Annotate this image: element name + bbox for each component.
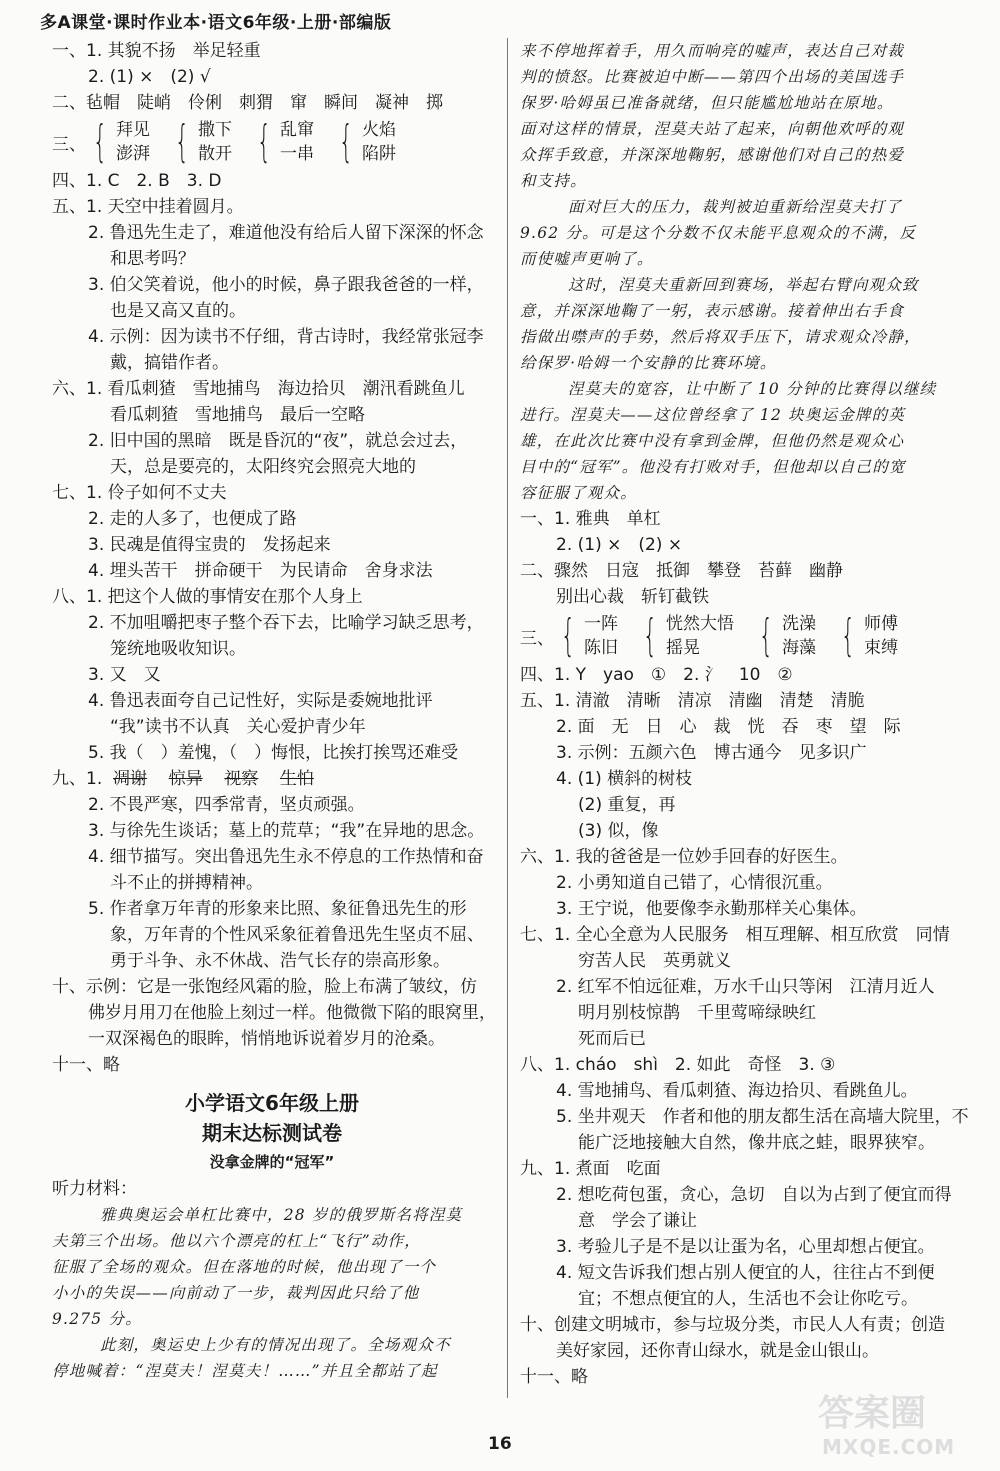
answer-line: 九、1. 煮面 吃面 — [520, 1159, 661, 1179]
answer-line: 能广泛地接触大自然，像井底之蛙，眼界狭窄。 — [578, 1133, 935, 1153]
brace-item: 拜见 — [116, 120, 150, 140]
answer-line: 3. 民魂是值得宝贵的 发扬起来 — [88, 535, 331, 555]
answer-line: 3. 又 又 — [88, 665, 161, 685]
struck-word: 生怕 — [279, 769, 314, 789]
answer-line: 别出心裁 斩钉截铁 — [556, 587, 709, 607]
brace-item: 澎湃 — [116, 144, 150, 164]
listening-line: 征服了全场的观众。但在落地的时候，他出现了一个 — [52, 1258, 437, 1276]
brace-item: 洗澡 — [782, 614, 816, 634]
brace-icon: { — [841, 610, 855, 661]
brace-item: 陈旧 — [584, 638, 618, 658]
listening-line: 9.62 分。可是这个分数不仅未能平息观众的不满，反 — [520, 224, 917, 242]
answer-line: 2. 鲁迅先生走了，难道他没有给后人留下深深的怀念 — [88, 223, 484, 243]
brace-icon: { — [561, 610, 575, 661]
listening-line: 小小的失误——向前动了一步，裁判因此只给了他 — [52, 1284, 420, 1302]
answer-line: 死而后已 — [578, 1029, 646, 1049]
brace-group — [250, 118, 314, 166]
answer-line: 也是又高又直的。 — [110, 301, 246, 321]
listening-label: 听力材料： — [52, 1179, 137, 1199]
brace-item: 恍然大悟 — [666, 614, 734, 634]
answer-line: 八、1. 把这个人做的事情安在那个人身上 — [52, 587, 363, 607]
answer-line: 2. 想吃荷包蛋，贪心，急切 自以为占到了便宜而得 — [556, 1185, 952, 1205]
answer-line: 4. 鲁迅表面夸自己记性好，实际是委婉地批评 — [88, 691, 433, 711]
brace-item: 火焰 — [362, 120, 396, 140]
answer-line: 四、1. Y yao ① 2. 氵 10 ② — [520, 665, 793, 685]
brace-item: 散开 — [198, 144, 232, 164]
answer-line: “我”读书不认真 关心爱护青少年 — [110, 717, 366, 737]
listening-line: 这时，涅莫夫重新回到赛场，举起右臂向观众致 — [568, 276, 919, 294]
answer-line: 七、1. 全心全意为人民服务 相互理解、相互欣赏 同情 — [520, 925, 950, 945]
answer-line: 六、1. 看瓜刺猹 雪地捕鸟 海边拾贝 潮汛看跳鱼儿 — [52, 379, 465, 399]
answer-line: 3. 王宁说，他要像李永勤那样关心集体。 — [556, 899, 867, 919]
answer-line: 2. 面 无 日 心 裁 恍 吞 枣 望 际 — [556, 717, 901, 737]
listening-line: 涅莫夫的宽容，让中断了 10 分钟的比赛得以继续 — [568, 380, 937, 398]
answer-line: 和思考吗？ — [110, 249, 195, 269]
answer-line: 2. 不加咀嚼把枣子整个吞下去，比喻学习缺乏思考， — [88, 613, 484, 633]
brace-item: 海藻 — [782, 638, 816, 658]
answer-line-struck — [52, 766, 492, 792]
listening-line: 面对这样的情景，涅莫夫站了起来，向朝他欢呼的观 — [520, 120, 905, 138]
listening-line: 进行。涅莫夫——这位曾经拿了 12 块奥运金牌的英 — [520, 406, 906, 424]
answer-line: 美好家园，还你青山绿水，就是金山银山。 — [556, 1341, 879, 1361]
answer-line: 十、示例：它是一张饱经风霜的脸，脸上布满了皱纹，仿 — [52, 977, 477, 997]
brace-group — [86, 118, 150, 166]
answer-line: 4. 雪地捕鸟、看瓜刺猹、海边拾贝、看跳鱼儿。 — [556, 1081, 918, 1101]
listening-line: 停地喊着：“涅莫夫！涅莫夫！……”并且全都站了起 — [52, 1362, 438, 1380]
left-column — [52, 38, 496, 1384]
brace-group — [332, 118, 396, 166]
brace-icon: { — [643, 610, 657, 661]
brace-icon: { — [93, 116, 107, 167]
answer-line: 一、1. 雅典 单杠 — [520, 509, 661, 529]
answer-line: 二、骤然 日寇 抵御 攀登 苔藓 幽静 — [520, 561, 843, 581]
listening-line: 而使嘘声更响了。 — [520, 250, 654, 268]
watermark-logo: 答案圈 — [818, 1393, 927, 1434]
answer-line: 2. 红军不怕远征难，万水千山只等闲 江清月近人 — [556, 977, 935, 997]
answer-line: 3. 示例：五颜六色 博古通今 见多识广 — [556, 743, 867, 763]
brace-group — [752, 612, 816, 660]
section-prefix: 九、1. — [52, 769, 103, 789]
answer-line: 4. 埋头苦干 拼命硬干 为民请命 舍身求法 — [88, 561, 433, 581]
answer-line: 4. 短文告诉我们想占别人便宜的人，往往占不到便 — [556, 1263, 935, 1283]
answer-line: 4. 细节描写。突出鲁迅先生永不停息的工作热情和奋 — [88, 847, 484, 867]
listening-line: 9.275 分。 — [52, 1310, 142, 1328]
listening-line: 夫第三个出场。他以六个漂亮的杠上“飞行”动作， — [52, 1232, 421, 1250]
answer-line: 2. 不畏严寒，四季常青，坚贞顽强。 — [88, 795, 365, 815]
brace-answer-row — [52, 116, 492, 168]
answer-line: 5. 作者拿万年青的形象来比照、象征鲁迅先生的形 — [88, 899, 467, 919]
page-number: 16 — [488, 1434, 512, 1454]
answer-line: 看瓜刺猹 雪地捕鸟 最后一空略 — [110, 405, 365, 425]
brace-item: 师傅 — [864, 614, 898, 634]
brace-item: 陷阱 — [362, 144, 396, 164]
answer-line: 3. 伯父笑着说，他小的时候，鼻子跟我爸爸的一样， — [88, 275, 484, 295]
answer-line: 2. 小勇知道自己错了，心情很沉重。 — [556, 873, 833, 893]
answer-line: 4. 示例：因为读书不仔细，背古诗时，我经常张冠李 — [88, 327, 484, 347]
brace-item: 一阵 — [584, 614, 618, 634]
brace-item: 摇晃 — [666, 638, 700, 658]
answer-line: 五、1. 清澈 清晰 清凉 清幽 清楚 清脆 — [520, 691, 865, 711]
answer-line: 戴，搞错作者。 — [110, 353, 229, 373]
answer-line: 斗不止的拼搏精神。 — [110, 873, 263, 893]
answer-line: 5. 我（ ）羞愧，（ ）悔恨，比挨打挨骂还难受 — [88, 743, 459, 763]
struck-word: 惊异 — [168, 769, 203, 789]
answer-line: 佛岁月用刀在他脸上刻过一样。他微微下陷的眼窝里， — [88, 1003, 496, 1023]
listening-line: 来不停地挥着手，用久而响亮的嘘声，表达自己对裁 — [520, 42, 905, 60]
watermark — [800, 1385, 990, 1465]
answer-line: 十、创建文明城市，参与垃圾分类，市民人人有责；创造 — [520, 1315, 945, 1335]
answer-line: 2. 旧中国的黑暗 既是昏沉的“夜”，就总会过去， — [88, 431, 468, 451]
listening-line: 保罗·哈姆虽已准备就绪，但只能尴尬地站在原地。 — [520, 94, 894, 112]
answer-line: 十一、略 — [520, 1367, 588, 1387]
story-title: 没拿金牌的“冠军” — [209, 1153, 335, 1171]
answer-line: 穷苦人民 英勇就义 — [578, 951, 731, 971]
answer-line: 3. 考验儿子是不是以让蛋为名，心里却想占便宜。 — [556, 1237, 935, 1257]
exam-subtitle: 期末达标测试卷 — [202, 1121, 342, 1145]
answer-line: 一、1. 其貌不扬 举足轻重 — [52, 41, 261, 61]
brace-icon: { — [759, 610, 773, 661]
brace-icon: { — [339, 116, 353, 167]
answer-line: 3. 与徐先生谈话；墓上的荒草；“我”在异地的思念。 — [88, 821, 485, 841]
listening-line: 雅典奥运会单杠比赛中，28 岁的俄罗斯名将涅莫 — [100, 1206, 463, 1224]
answer-line: 4. (1) 横斜的树枝 — [556, 769, 693, 789]
answer-line: 5. 坐井观天 作者和他的朋友都生活在高墙大院里，不 — [556, 1107, 969, 1127]
answer-line: 四、1. C 2. B 3. D — [52, 171, 222, 191]
page-header: 多A课堂·课时作业本·语文6年级·上册·部编版 — [40, 13, 392, 33]
section-prefix: 三、 — [52, 134, 86, 155]
watermark-site: MXQE.COM — [822, 1435, 956, 1459]
struck-word: 凋谢 — [113, 769, 148, 789]
listening-line: 目中的“冠军”。他没有打败对手，但他却以自己的宽 — [520, 458, 906, 476]
right-column — [520, 38, 969, 1390]
brace-group — [636, 612, 734, 660]
listening-line: 和支持。 — [520, 172, 587, 190]
column-divider — [507, 38, 508, 1398]
struck-word: 视察 — [224, 769, 259, 789]
brace-item: 束缚 — [864, 638, 898, 658]
brace-item: 撒下 — [198, 120, 232, 140]
listening-line: 指做出噤声的手势，然后将双手压下，请求观众冷静， — [520, 328, 921, 346]
answer-line: 2. 走的人多了，也便成了路 — [88, 509, 297, 529]
brace-group — [834, 612, 898, 660]
brace-answer-row — [520, 610, 960, 662]
answer-line: 2. (1) × (2) × — [556, 535, 683, 555]
answer-line: 六、1. 我的爸爸是一位妙手回春的好医生。 — [520, 847, 848, 867]
answer-line: 意 学会了谦让 — [578, 1211, 697, 1231]
brace-item: 乱窜 — [280, 120, 314, 140]
answer-line: (3) 似，像 — [578, 821, 659, 841]
answer-line: 十一、略 — [52, 1055, 120, 1075]
listening-line: 判的愤怒。比赛被迫中断——第四个出场的美国选手 — [520, 68, 905, 86]
exam-title: 小学语文6年级上册 — [185, 1091, 359, 1115]
answer-line: 宜；不想点便宜的人，生活也不会让你吃亏。 — [578, 1289, 918, 1309]
listening-line: 给保罗·哈姆一个安静的比赛环境。 — [520, 354, 777, 372]
answer-line: 笼统地吸收知识。 — [110, 639, 246, 659]
answer-line: (2) 重复，再 — [578, 795, 676, 815]
answer-line: 象，万年青的个性风采象征着鲁迅先生坚贞不屈、 — [110, 925, 484, 945]
brace-group — [554, 612, 618, 660]
answer-line: 天，总是要亮的，太阳终究会照亮大地的 — [110, 457, 416, 477]
listening-line: 此刻，奥运史上少有的情况出现了。全场观众不 — [100, 1336, 451, 1354]
listening-line: 雄，在此次比赛中没有拿到金牌，但他仍然是观众心 — [520, 432, 905, 450]
listening-line: 意，并深深地鞠了一躬，表示感谢。接着伸出右手食 — [520, 302, 905, 320]
answer-line: 五、1. 天空中挂着圆月。 — [52, 197, 244, 217]
brace-icon: { — [175, 116, 189, 167]
answer-line: 八、1. cháo shì 2. 如此 奇怪 3. ③ — [520, 1055, 836, 1075]
section-prefix: 三、 — [520, 628, 554, 649]
listening-line: 容征服了观众。 — [520, 484, 637, 502]
answer-line: 2. (1) × (2) √ — [88, 67, 211, 87]
brace-group — [168, 118, 232, 166]
answer-line: 一双深褐色的眼眸，悄悄地诉说着岁月的沧桑。 — [88, 1029, 445, 1049]
answer-line: 二、毡帽 陡峭 伶俐 刺猬 窜 瞬间 凝神 掷 — [52, 93, 443, 113]
answer-line: 明月别枝惊鹊 千里莺啼绿映红 — [578, 1003, 816, 1023]
brace-item: 一串 — [280, 144, 314, 164]
brace-icon: { — [257, 116, 271, 167]
answer-line: 勇于斗争、永不休战、浩气长存的崇高形象。 — [110, 951, 450, 971]
listening-line: 众挥手致意，并深深地鞠躬，感谢他们对自己的热爱 — [520, 146, 905, 164]
listening-line: 面对巨大的压力，裁判被迫重新给涅莫夫打了 — [568, 198, 903, 216]
answer-line: 七、1. 伶子如何不丈夫 — [52, 483, 227, 503]
